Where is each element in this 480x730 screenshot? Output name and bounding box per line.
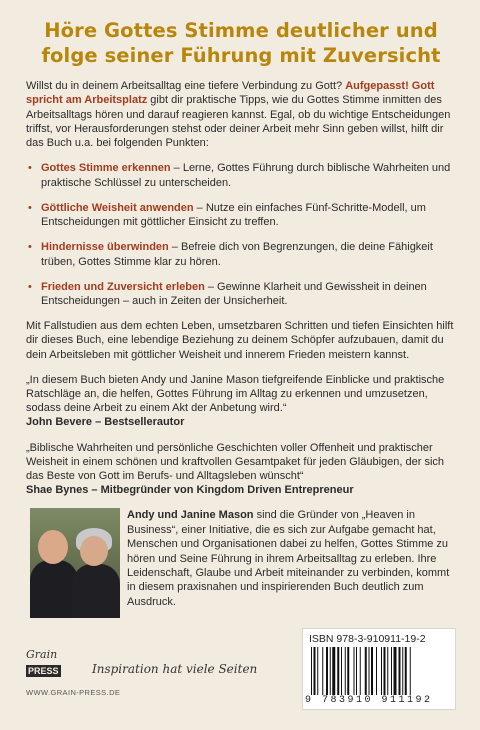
logo-grain-text: Grain [26, 648, 58, 661]
list-item [26, 201, 456, 229]
headline-line-1: Höre Gottes Stimme deutlicher und [44, 19, 438, 42]
point-heading: Hindernisse überwinden [41, 241, 169, 254]
summary-paragraph: Mit Fallstudien aus dem echten Leben, umsetzbaren Schritten und tiefen Einsichten hilft dir dieses Buch, eine lebendige Beziehung zu deinem Schöpfer aufzubauen, damit du dein Arbeitsleben mit göttlicher Weisheit und innerem Frieden meistern kannst. [26, 320, 454, 361]
isbn-label: ISBN 978-3-910911-19-2 [309, 633, 426, 645]
publisher-slogan: Inspiration hat viele Seiten [92, 662, 258, 676]
benefit-list [26, 161, 456, 308]
author-bio-text: sind die Gründer von „Heaven in Business“, einer Initiative, die es sich zur Aufgabe gemacht hat, Menschen und Organisationen dabei zu helfen, Gottes Stimme zu hören und Seine Führung in ihrem Arbeitsalltag zu erleben. Ihre Leidenschaft, Glaube und Arbeit miteinander zu verbinden, kommt in diesem praxisnahen und inspirierenden Buch deutlich zum Ausdruck. [127, 509, 450, 608]
point-text: – Lerne, Gottes Führung durch biblische Wahrheiten und praktische Schlüssel zu unterscheiden. [41, 162, 451, 189]
barcode-icon [311, 647, 447, 695]
headline [26, 18, 456, 68]
list-item [26, 280, 456, 308]
list-item [26, 161, 456, 189]
intro-bold-title: Aufgepasst! Gott spricht am Arbeitsplatz [26, 80, 435, 107]
point-heading: Gottes Stimme erkennen [41, 162, 171, 175]
intro-text-1: Willst du in deinem Arbeitsalltag eine tiefere Verbindung zu Gott? [26, 80, 346, 92]
point-heading: Göttliche Weisheit anwenden [41, 201, 194, 214]
point-text: – Befreie dich von Begrenzungen, die deine Fähigkeit trüben, Gottes Stimme klar zu hören. [41, 241, 433, 268]
bullet-icon: • [28, 201, 32, 214]
barcode-number: 9 783910 911192 [305, 695, 433, 706]
logo-press-text: PRESS [28, 666, 59, 676]
intro-paragraph [26, 79, 456, 150]
publisher-logo [26, 648, 60, 679]
bullet-icon: • [28, 280, 32, 293]
point-text: – Gewinne Klarheit und Gewissheit in deinen Entscheidungen – auch in Zeiten der Unsicherheit. [41, 280, 427, 307]
point-text: – Nutze ein einfaches Fünf-Schritte-Modell, um Entscheidungen mit göttlicher Einsicht zu treffen. [41, 201, 426, 229]
author-bio [127, 508, 457, 609]
bullet-icon: • [28, 162, 32, 175]
author-photo [30, 508, 120, 618]
quote-author: John Bevere – Bestsellerautor [26, 416, 185, 429]
quote-text: „In diesem Buch bieten Andy und Janine Mason tiefgreifende Einblicke und praktische Ratschläge an, die helfen, Gottes Führung im Alltag zu erkennen und umzusetzen, sodass deine Arbeit zu einem Akt der Anbetung wird.“ [26, 373, 445, 415]
list-item [26, 240, 456, 268]
point-heading: Frieden und Zuversicht erleben [41, 280, 205, 293]
quote-text: „Biblische Wahrheiten und persönliche Geschichten voller Offenheit und praktischer Weisheit in einem schönen und kraftvollen Gesamtpaket für jeden Gläubigen, der sich das Beste von Gott im Berufs- und Alltagsleben wünscht“ [26, 441, 445, 482]
author-names: Andy und Janine Mason [127, 509, 254, 522]
bullet-icon: • [28, 241, 32, 254]
isbn-barcode-box [302, 628, 456, 710]
publisher-website: WWW.GRAIN-PRESS.DE [26, 688, 121, 697]
intro-text-2: gibt dir praktische Tipps, wie du Gottes Stimme inmitten des Arbeitsalltags hören und darauf reagieren kannst. Egal, ob du wichtige Entscheidungen triffst, vor Herausforderungen stehst oder deiner Arbeit mehr Sinn geben willst, hilft dir das Buch u.a. bei folgenden Punkten: [26, 94, 451, 150]
headline-line-2: folge seiner Führung mit Zuversicht [41, 44, 441, 67]
quote-author: Shae Bynes – Mitbegründer von Kingdom Driven Entrepreneur [26, 484, 354, 497]
